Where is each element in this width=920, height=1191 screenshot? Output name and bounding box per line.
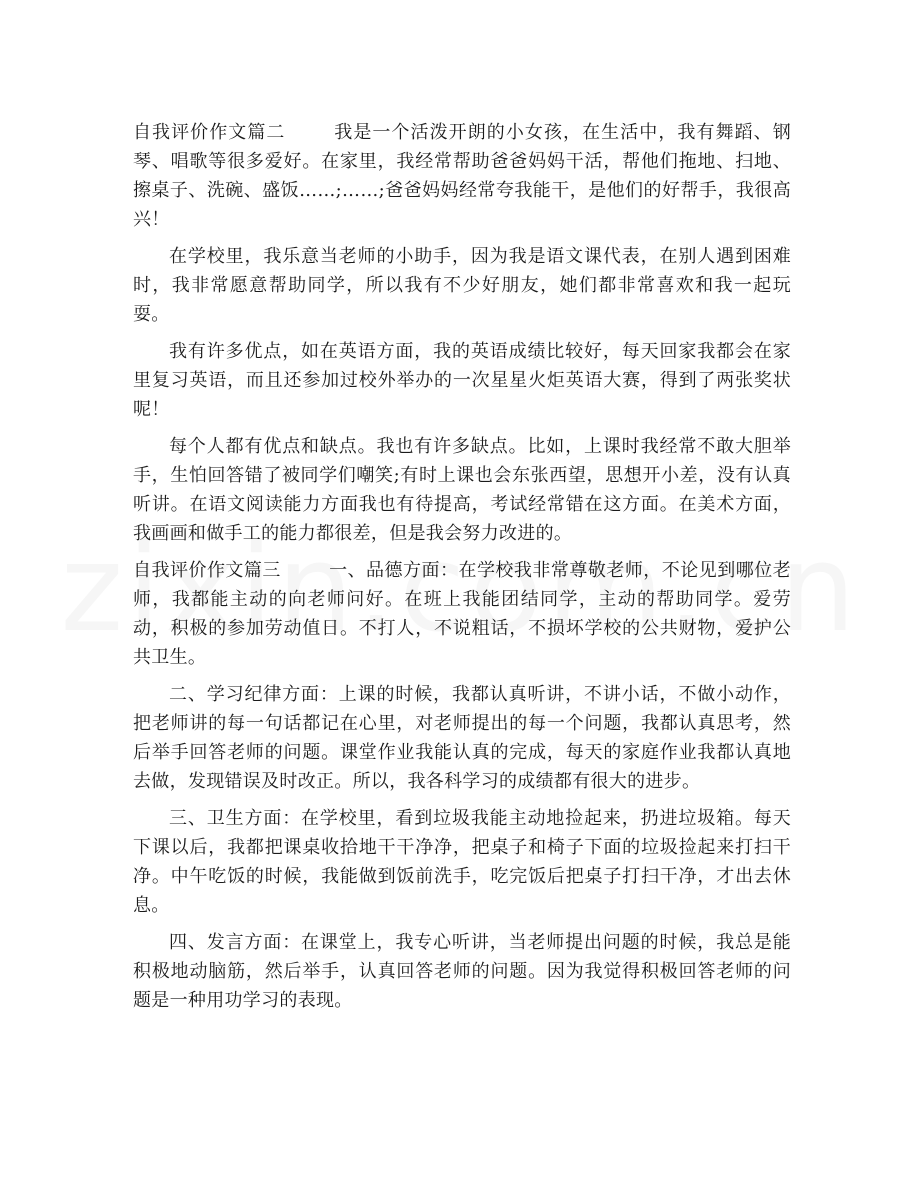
paragraph-shortcomings: 每个人都有优点和缺点。我也有许多缺点。比如，上课时我经常不敢大胆举手，生怕回答错了被同学们嘲笑;有时上课也会东张西望，思想开小差，没有认真听讲。在语文阅读能力方面我也有待提高，考试经常错在这方面。在美术方面，我画画和做手工的能力都很差，但是我会努力改进的。	[133, 436, 791, 544]
paragraph-text: 一、品德方面：在学校我非常尊敬老师，不论见到哪位老师，我都能主动的向老师问好。在班上我能团结同学，主动的帮助同学。爱劳动，积极的参加劳动值日。不打人，不说粗话，不损坏学校的公共财物，爱护公共卫生。	[133, 560, 792, 668]
paragraph-speaking: 四、发言方面：在课堂上，我专心听讲，当老师提出问题的时候，我总是能积极地动脑筋，然后举手，认真回答老师的问题。因为我觉得积极回答老师的问题是一种用功学习的表现。	[133, 932, 791, 1011]
paragraph-essay-three-intro	[133, 556, 791, 672]
paragraph-hygiene: 三、卫生方面：在学校里，看到垃圾我能主动地捡起来，扔进垃圾箱。每天下课以后，我都把课桌收拾地干干净净，把桌子和椅子下面的垃圾捡起来打扫干净。中午吃饭的时候，我能做到饭前洗手，吃完饭后把桌子打扫干净，才出去休息。	[133, 808, 791, 916]
document-body	[133, 118, 791, 1023]
paragraph-essay-two-intro	[133, 118, 791, 234]
section-title-essay-two: 自我评价作文篇二	[133, 122, 286, 143]
paragraph-study-discipline: 二、学习纪律方面：上课的时候，我都认真听讲，不讲小话，不做小动作，把老师讲的每一句话都记在心里，对老师提出的每一个问题，我都认真思考，然后举手回答老师的问题。课堂作业我能认真的完成，每天的家庭作业我都认真地去做，发现错误及时改正。所以，我各科学习的成绩都有很大的进步。	[133, 684, 791, 792]
paragraph-text: 我是一个活泼开朗的小女孩，在生活中，我有舞蹈、钢琴、唱歌等很多爱好。在家里，我经常帮助爸爸妈妈干活，帮他们拖地、扫地、擦桌子、洗碗、盛饭……;……;爸爸妈妈经常夸我能干，是他们的好帮手，我很高兴！	[133, 122, 791, 230]
section-title-essay-three: 自我评价作文篇三	[133, 560, 281, 581]
paragraph-english: 我有许多优点，如在英语方面，我的英语成绩比较好，每天回家我都会在家里复习英语，而且还参加过校外举办的一次星星火炬英语大赛，得到了两张奖状呢！	[133, 341, 791, 420]
paragraph-school-helper: 在学校里，我乐意当老师的小助手，因为我是语文课代表，在别人遇到困难时，我非常愿意帮助同学，所以我有不少好朋友，她们都非常喜欢和我一起玩耍。	[133, 246, 791, 325]
